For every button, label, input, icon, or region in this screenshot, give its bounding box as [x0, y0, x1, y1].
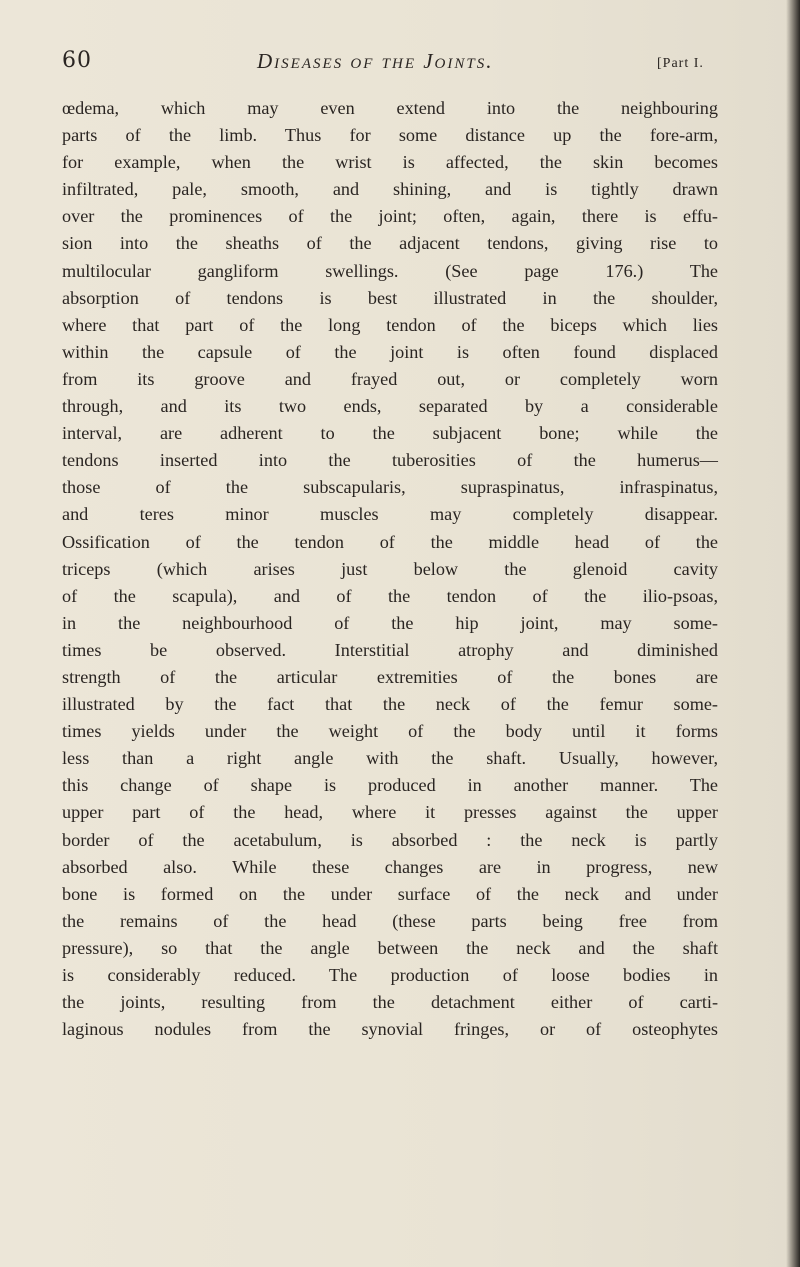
text-line: within the capsule of the joint is often found displaced	[62, 341, 718, 362]
page-edge-shadow	[786, 0, 800, 1267]
text-line: and teres minor muscles may completely disappear.	[62, 504, 718, 525]
text-line: tendons inserted into the tuberosities of the humerus—	[62, 450, 718, 471]
text-line: œdema, which may even extend into the neighbouring	[62, 98, 718, 118]
text-line: this change of shape is produced in another manner. The	[62, 775, 718, 796]
text-line: laginous nodules from the synovial fringes, or of osteophytes	[62, 1019, 718, 1040]
text-line: those of the subscapularis, supraspinatus, infraspinatus,	[62, 477, 718, 498]
text-line: interval, are adherent to the subjacent bone; while the	[62, 423, 718, 444]
text-line: strength of the articular extremities of the bones are	[62, 666, 718, 687]
text-line: parts of the limb. Thus for some distance up the fore-arm,	[62, 125, 718, 146]
text-line: absorbed also. While these changes are in progress, new	[62, 856, 718, 877]
text-line: pressure), so that the angle between the neck and the shaft	[62, 937, 718, 958]
text-line: is considerably reduced. The production of loose bodies in	[62, 965, 718, 985]
text-line: where that part of the long tendon of the biceps which lies	[62, 314, 718, 335]
text-line: border of the acetabulum, is absorbed : the neck is partly	[62, 829, 718, 850]
running-header	[62, 48, 722, 88]
text-line: through, and its two ends, separated by a considerable	[62, 396, 718, 417]
text-line: triceps (which arises just below the glenoid cavity	[62, 558, 718, 579]
part-label: [Part I.	[657, 56, 704, 71]
text-line: of the scapula), and of the tendon of the ilio-psoas,	[62, 585, 718, 606]
running-title: Diseases of the Joints.	[257, 49, 494, 73]
text-line: infiltrated, pale, smooth, and shining, and is tightly drawn	[62, 179, 718, 200]
text-line: for example, when the wrist is affected, the skin becomes	[62, 152, 718, 173]
text-line: bone is formed on the under surface of the neck and under	[62, 883, 718, 904]
text-line: multilocular gangliform swellings. (See page 176.) The	[62, 260, 718, 281]
text-line: in the neighbourhood of the hip joint, may some-	[62, 612, 718, 633]
text-line: illustrated by the fact that the neck of the femur some-	[62, 694, 718, 715]
text-line: Ossification of the tendon of the middle head of the	[62, 531, 718, 552]
page-number: 60	[62, 48, 92, 73]
body-text	[62, 95, 718, 1043]
text-line: the remains of the head (these parts being free from	[62, 910, 718, 931]
text-line: times yields under the weight of the body until it forms	[62, 721, 718, 742]
text-line: upper part of the head, where it presses against the upper	[62, 802, 718, 823]
text-line: over the prominences of the joint; often, again, there is effu-	[62, 206, 718, 227]
text-line: the joints, resulting from the detachment either of carti-	[62, 992, 718, 1013]
text-line: times be observed. Interstitial atrophy and diminished	[62, 639, 718, 660]
text-line: sion into the sheaths of the adjacent tendons, giving rise to	[62, 233, 718, 254]
text-line: less than a right angle with the shaft. Usually, however,	[62, 748, 718, 769]
text-line: absorption of tendons is best illustrated in the shoulder,	[62, 287, 718, 308]
text-line: from its groove and frayed out, or completely worn	[62, 368, 718, 389]
